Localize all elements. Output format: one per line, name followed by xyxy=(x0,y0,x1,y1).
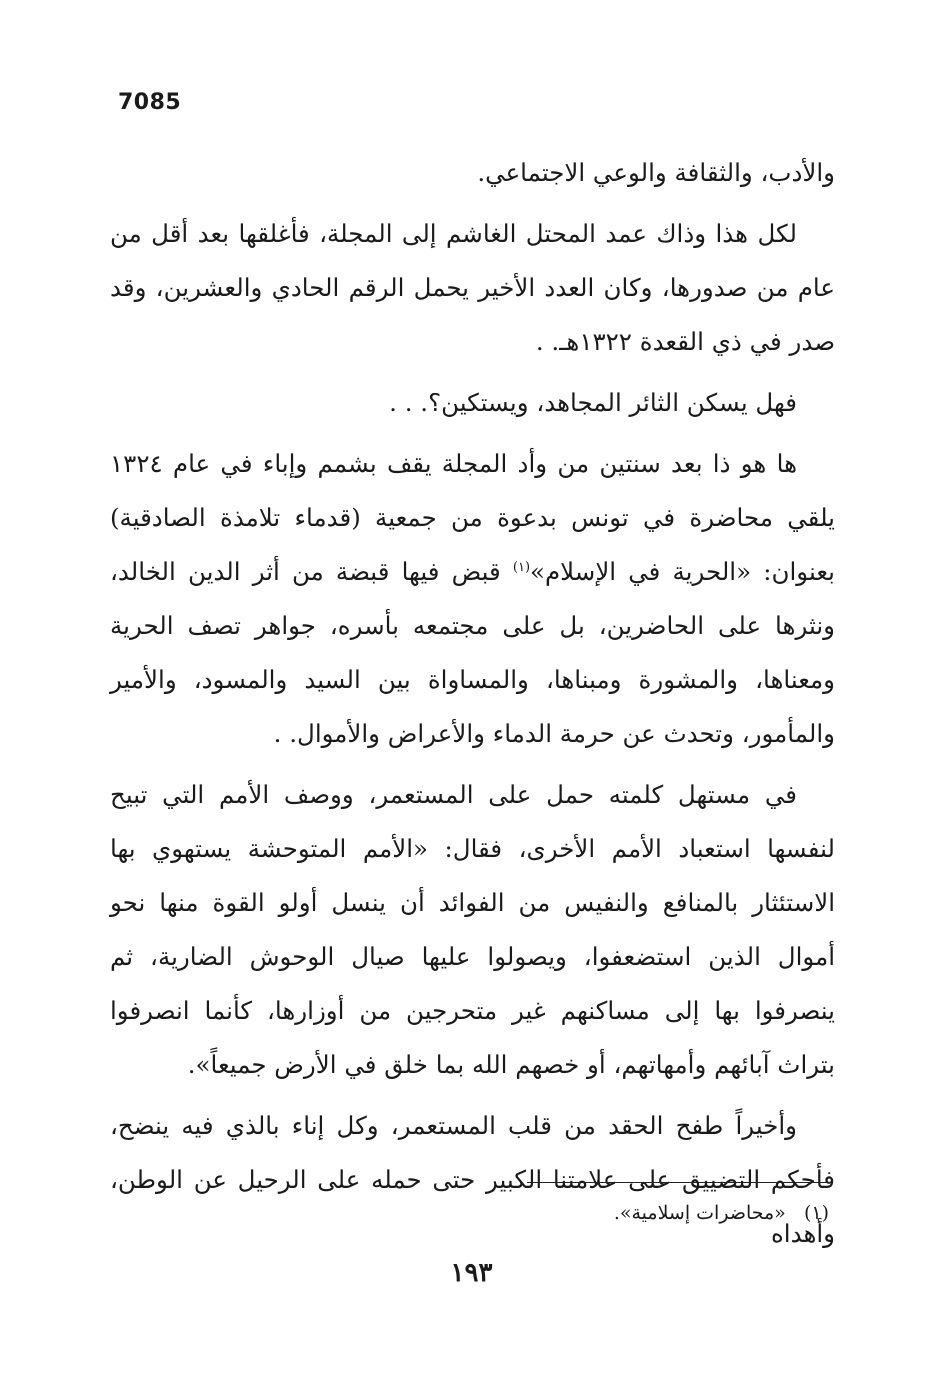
paragraph-1: والأدب، والثقافة والوعي الاجتماعي. xyxy=(477,158,835,187)
paragraph-4 xyxy=(110,437,835,761)
main-text xyxy=(110,146,835,1268)
paragraph-5: في مستهل كلمته حمل على المستعمر، ووصف الأمم التي تبيح لنفسها استعباد الأمم الأخرى، فقال: «الأمم المتوحشة يستهوي بها الاستئثار بالمنافع والنفيس من الفوائد أن ينسل أولو القوة منها نحو أموال الذين استضعفوا، ويصولوا عليها صيال الوحوش الضارية، ثم ينصرفوا بها إلى مساكنهم غير متحرجين من أوزارها، كأنما انصرفوا بتراث آبائهم وأمهاتهم، أو خصهم الله بما خلق في الأرض جميعاً». xyxy=(110,780,835,1079)
footnote-number: (١) xyxy=(803,1202,829,1224)
paragraph-4-rest: قبض فيها قبضة من أثر الدين الخالد، ونثرها على الحاضرين، بل على مجتمعه بأسره، جواهر تصف الحرية ومعناها، والمشورة ومبناها، والمساواة بين السيد والمسود، والأمير والمأمور، وتحدث عن حرمة الدماء والأعراض والأموال. . xyxy=(110,557,835,748)
paragraph-6: وأخيراً طفح الحقد من قلب المستعمر، وكل إناء بالذي فيه ينضح، فأحكم التضييق على علامتنا الكبير حتى حمله على الرحيل عن الوطن، وأهداه xyxy=(110,1111,835,1248)
footnote xyxy=(527,1198,829,1228)
archive-stamp-number: 7085 xyxy=(118,90,182,115)
paragraph-2: لكل هذا وذاك عمد المحتل الغاشم إلى المجلة، فأغلقها بعد أقل من عام من صدورها، وكان العدد الأخير يحمل الرقم الحادي والعشرين، وقد صدر في ذي القعدة ١٣٢٢هـ. . xyxy=(110,219,835,356)
footnote-reference: (١) xyxy=(512,559,531,575)
footnote-text: «محاضرات إسلامية». xyxy=(613,1202,786,1224)
footnote-divider xyxy=(527,1182,829,1183)
paragraph-4-start: ها هو ذا بعد سنتين من وأد المجلة يقف بشمم وإباء في عام ١٣٢٤ يلقي محاضرة في تونس بدعوة من جمعية (قدماء تلامذة الصادقية) بعنوان: «الحرية في الإسلام» xyxy=(110,449,835,586)
paragraph-3: فهل يسكن الثائر المجاهد، ويستكين؟. . . xyxy=(389,388,797,417)
page-number: ١٩٣ xyxy=(450,1258,493,1288)
